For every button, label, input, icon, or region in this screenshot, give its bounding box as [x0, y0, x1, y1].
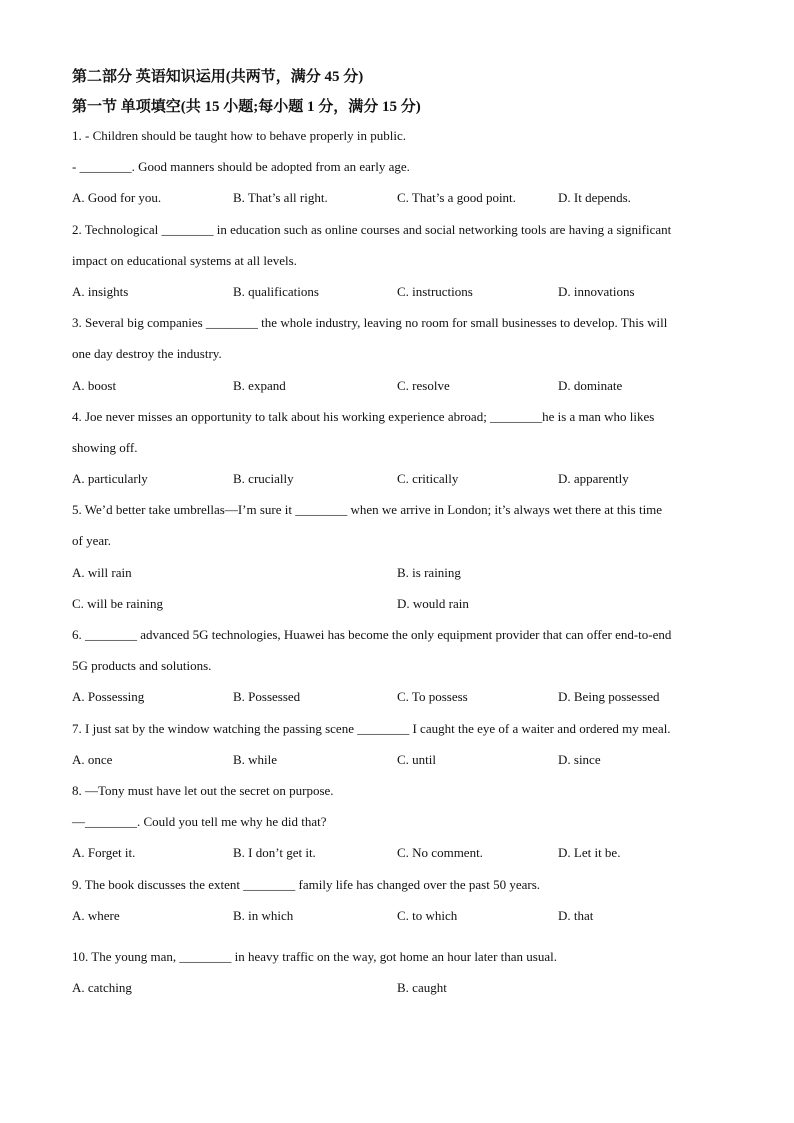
answer-options	[72, 276, 732, 307]
option-c: C. to which	[397, 907, 458, 923]
option-c: C. resolve	[397, 377, 450, 393]
question-text: showing off.	[72, 439, 138, 455]
question-2	[72, 214, 732, 308]
answer-options	[72, 972, 732, 1003]
exam-page	[72, 64, 732, 1003]
question-4	[72, 401, 732, 495]
option-a: A. insights	[72, 283, 129, 299]
section-title: 第一节 单项填空(共 15 小题;每小题 1 分，满分 15 分)	[72, 99, 421, 115]
option-b: B. crucially	[233, 471, 294, 487]
option-a: A. Possessing	[72, 689, 145, 705]
answer-options	[72, 463, 732, 494]
question-9	[72, 869, 732, 931]
option-b: B. is raining	[397, 564, 461, 580]
option-a: A. particularly	[72, 471, 148, 487]
question-5	[72, 494, 732, 619]
option-c: C. No comment.	[397, 845, 483, 861]
option-b: B. qualifications	[233, 283, 319, 299]
answer-options	[72, 744, 732, 775]
answer-options	[72, 557, 732, 588]
question-text: impact on educational systems at all levels.	[72, 252, 297, 268]
question-text: 1. - Children should be taught how to behave properly in public.	[72, 128, 406, 143]
option-d: D. would rain	[397, 595, 469, 611]
question-text: 2. Technological ________ in education such as online courses and social networking tools are having a significant	[72, 221, 672, 237]
option-d: D. It depends.	[558, 190, 631, 206]
option-b: B. Possessed	[233, 689, 301, 705]
question-text: 9. The book discusses the extent ________ family life has changed over the past 50 years.	[72, 876, 541, 892]
option-c: C. critically	[397, 471, 459, 487]
option-d: D. Being possessed	[558, 689, 660, 705]
answer-options	[72, 370, 732, 401]
question-text: one day destroy the industry.	[72, 346, 222, 362]
spacer	[72, 931, 732, 941]
option-c: C. That’s a good point.	[397, 190, 516, 206]
question-text: 8. —Tony must have let out the secret on purpose.	[72, 782, 334, 798]
option-d: D. apparently	[558, 471, 629, 487]
option-a: A. boost	[72, 377, 117, 393]
question-text: 7. I just sat by the window watching the passing scene ________ I caught the eye of a waiter and ordered my meal.	[72, 720, 671, 736]
option-d: D. dominate	[558, 377, 623, 393]
question-7	[72, 713, 732, 775]
option-c: C. instructions	[397, 283, 473, 299]
question-6	[72, 619, 732, 713]
option-a: A. catching	[72, 980, 132, 996]
question-text: 3. Several big companies ________ the whole industry, leaving no room for small businesses to develop. This will	[72, 315, 668, 331]
question-text: 6. ________ advanced 5G technologies, Huawei has become the only equipment provider that can offer end-to-end	[72, 627, 672, 642]
option-d: D. innovations	[558, 283, 635, 299]
question-text: of year.	[72, 533, 111, 549]
option-a: A. once	[72, 751, 113, 767]
option-b: B. expand	[233, 377, 286, 393]
option-a: A. will rain	[72, 564, 132, 580]
option-a: A. Good for you.	[72, 190, 162, 206]
option-d: D. that	[558, 907, 594, 923]
option-b: B. caught	[397, 980, 447, 996]
option-c: C. will be raining	[72, 595, 163, 611]
question-text: 5G products and solutions.	[72, 658, 212, 674]
question-text: 5. We’d better take umbrellas—I’m sure it ________ when we arrive in London; it’s always wet there at this time	[72, 502, 663, 518]
answer-options	[72, 837, 732, 868]
answer-options	[72, 182, 732, 213]
answer-options	[72, 900, 732, 931]
option-c: C. To possess	[397, 689, 468, 705]
option-d: D. Let it be.	[558, 845, 621, 861]
part-title: 第二部分 英语知识运用(共两节，满分 45 分)	[72, 69, 364, 85]
option-a: A. where	[72, 907, 120, 923]
option-b: B. I don’t get it.	[233, 845, 316, 861]
answer-options	[72, 588, 732, 619]
question-text: 10. The young man, ________ in heavy traffic on the way, got home an hour later than usual.	[72, 948, 557, 964]
question-8	[72, 775, 732, 869]
question-text: - ________. Good manners should be adopted from an early age.	[72, 159, 410, 175]
option-b: B. That’s all right.	[233, 190, 328, 206]
option-c: C. until	[397, 751, 437, 767]
question-1	[72, 120, 732, 214]
option-b: B. in which	[233, 907, 294, 923]
question-10	[72, 941, 732, 1003]
question-3	[72, 307, 732, 401]
option-b: B. while	[233, 751, 278, 767]
option-d: D. since	[558, 751, 601, 767]
option-a: A. Forget it.	[72, 845, 136, 861]
question-text: —________. Could you tell me why he did that?	[72, 814, 327, 830]
question-list	[72, 120, 732, 1003]
answer-options	[72, 681, 732, 712]
question-text: 4. Joe never misses an opportunity to talk about his working experience abroad; ________he is a man who likes	[72, 408, 655, 424]
